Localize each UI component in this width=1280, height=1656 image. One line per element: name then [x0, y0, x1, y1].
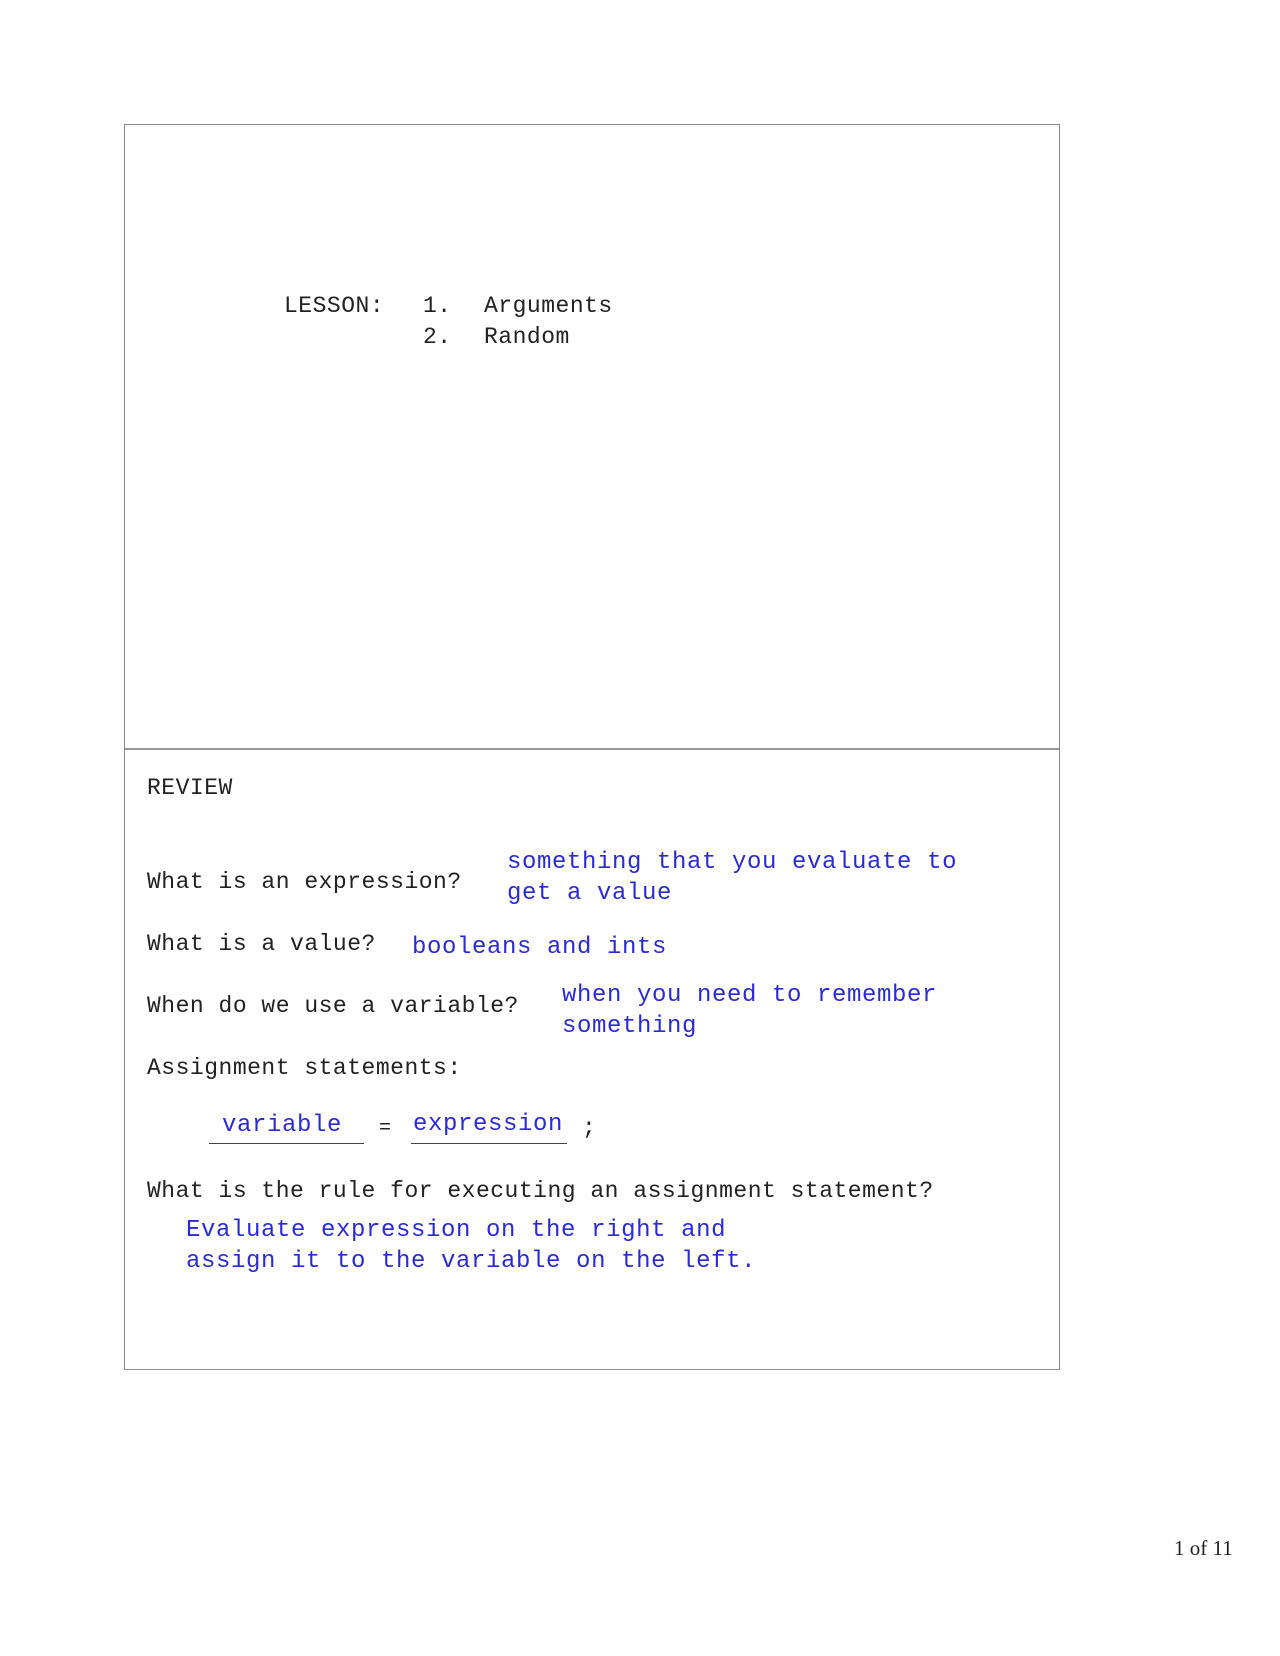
- blank-expression-line: [411, 1143, 567, 1144]
- slide-lesson: [125, 125, 1059, 749]
- answer-assignment-rule-line-1: Evaluate expression on the right and: [186, 1217, 727, 1244]
- slides-frame: [124, 124, 1060, 1370]
- answer-variable-line-1: when you need to remember: [562, 982, 938, 1009]
- blank-variable-line: [209, 1143, 364, 1144]
- assignment-statements-label: Assignment statements:: [147, 1055, 462, 1081]
- lesson-item-2-number: 2.: [423, 324, 452, 350]
- page-number: 1 of 11: [1174, 1536, 1233, 1560]
- answer-expression-line-2: get a value: [507, 880, 673, 907]
- answer-expression-line-1: something that you evaluate to: [507, 849, 958, 876]
- blank-expression-answer: expression: [413, 1111, 564, 1138]
- semicolon: ;: [582, 1115, 597, 1141]
- blank-variable-answer: variable: [222, 1112, 343, 1139]
- lesson-item-1-text: Arguments: [484, 293, 613, 319]
- lesson-item-1-number: 1.: [423, 293, 452, 319]
- answer-value: booleans and ints: [412, 934, 668, 961]
- question-assignment-rule: What is the rule for executing an assignment statement?: [147, 1178, 934, 1204]
- lesson-item-2-text: Random: [484, 324, 570, 350]
- lesson-label: LESSON:: [284, 293, 385, 319]
- slide-divider: [125, 748, 1059, 750]
- equals-sign: =: [379, 1117, 392, 1140]
- review-heading: REVIEW: [147, 775, 233, 801]
- question-variable: When do we use a variable?: [147, 993, 519, 1019]
- question-value: What is a value?: [147, 931, 376, 957]
- slide-review: [125, 751, 1059, 1369]
- answer-assignment-rule-line-2: assign it to the variable on the left.: [186, 1248, 757, 1275]
- answer-variable-line-2: something: [562, 1013, 698, 1040]
- question-expression: What is an expression?: [147, 869, 462, 895]
